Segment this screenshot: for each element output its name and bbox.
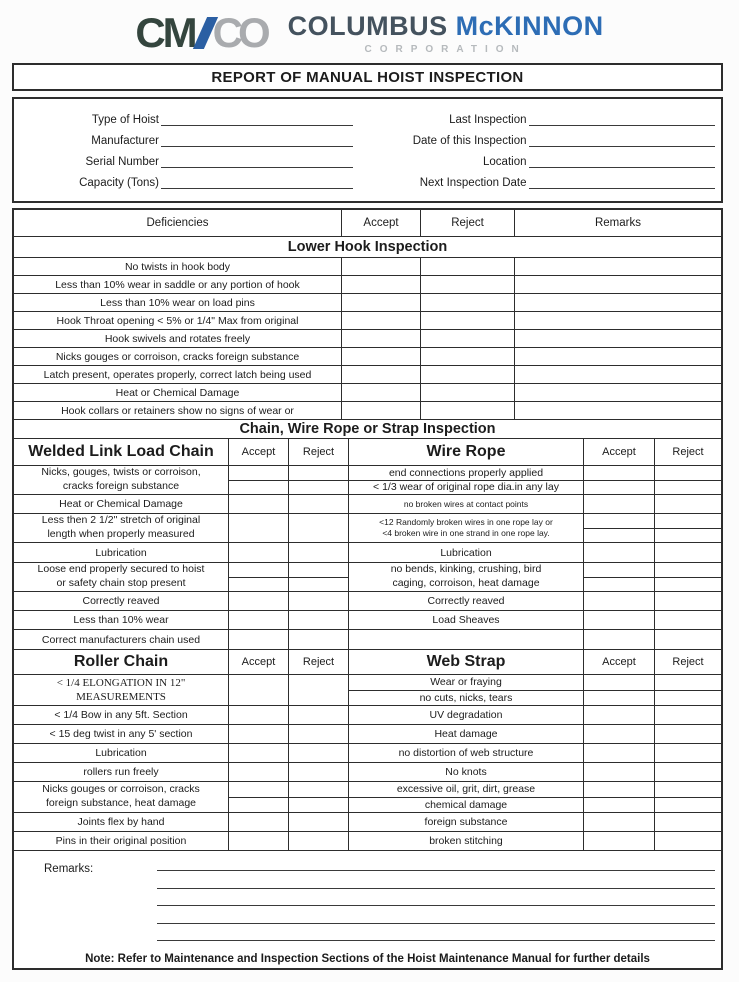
remarks-section: [14, 850, 721, 968]
deficiency-label: Latch present, operates properly, correct latch being used: [43, 368, 312, 381]
remarks-cell[interactable]: [514, 312, 721, 329]
deficiency-label: Nicks gouges or corroison, cracks foreign substance: [55, 350, 300, 363]
reject-column-header: Reject: [288, 650, 348, 674]
accept-cell[interactable]: [584, 782, 654, 797]
reject-cell-pair: [288, 563, 348, 591]
accept-cell[interactable]: [229, 480, 288, 495]
accept-cell[interactable]: [584, 690, 654, 706]
accept-column-header: Accept: [341, 210, 420, 236]
deficiency-label: no distortion of web structure: [348, 744, 583, 762]
accept-column-header: Accept: [228, 439, 288, 465]
field-type-of-hoist: [14, 108, 365, 126]
reject-cell-pair: [654, 675, 721, 705]
deficiency-label: no cuts, nicks, tears: [349, 690, 583, 706]
accept-cell[interactable]: [229, 782, 288, 797]
field-label: Location: [483, 156, 527, 168]
reject-cell[interactable]: [654, 630, 721, 649]
accept-cell-pair: [228, 782, 288, 812]
accept-cell[interactable]: [583, 706, 654, 724]
reject-cell[interactable]: [288, 744, 348, 762]
accept-cell[interactable]: [341, 312, 420, 329]
reject-cell[interactable]: [288, 495, 348, 513]
deficiency-label: Lubrication: [95, 747, 147, 759]
web-strap-header: Web Strap: [348, 650, 583, 674]
deficiency-label: Hook swivels and rotates freely: [104, 332, 251, 345]
accept-cell[interactable]: [229, 577, 288, 592]
accept-cell[interactable]: [341, 366, 420, 383]
remarks-cell[interactable]: [514, 348, 721, 365]
company-wordmark: [288, 11, 604, 55]
remarks-input-line[interactable]: [157, 904, 715, 906]
reject-cell[interactable]: [420, 330, 514, 347]
table-row: [14, 674, 721, 705]
accept-cell[interactable]: [583, 832, 654, 850]
accept-cell[interactable]: [584, 577, 654, 592]
table-row: [14, 610, 721, 629]
table-row: [14, 629, 721, 649]
field-date-of-inspection: [365, 129, 716, 147]
table-row: [14, 293, 721, 311]
date-of-inspection-input-line[interactable]: [529, 133, 715, 147]
deficiency-label: Loose end properly secured to hoist or safety chain stop present: [37, 563, 205, 589]
remarks-cell[interactable]: [514, 402, 721, 419]
accept-cell[interactable]: [583, 725, 654, 743]
reject-cell[interactable]: [654, 832, 721, 850]
company-name-corporation: CORPORATION: [364, 44, 527, 55]
field-label: Serial Number: [85, 156, 159, 168]
logo-co-letters: CO: [212, 9, 266, 56]
accept-cell[interactable]: [583, 495, 654, 513]
deficiency-label: Pins in their original position: [55, 835, 187, 847]
deficiency-label: Hook collars or retainers show no signs of wear or: [61, 404, 294, 417]
remarks-cell[interactable]: [514, 258, 721, 275]
reject-cell-pair: [654, 514, 721, 542]
table-row: [14, 562, 721, 591]
remarks-cell[interactable]: [514, 294, 721, 311]
accept-cell[interactable]: [228, 706, 288, 724]
reject-cell[interactable]: [288, 706, 348, 724]
accept-cell[interactable]: [228, 543, 288, 562]
logo-cm-letters: CM: [135, 9, 195, 56]
reject-cell[interactable]: [655, 514, 721, 528]
table-row: [14, 329, 721, 347]
reject-cell[interactable]: [420, 402, 514, 419]
roller-chain-header: Roller Chain: [73, 653, 169, 670]
remarks-column-header: Remarks: [514, 210, 721, 236]
accept-cell[interactable]: [228, 832, 288, 850]
accept-cell[interactable]: [228, 514, 288, 542]
remarks-cell[interactable]: [514, 276, 721, 293]
accept-cell[interactable]: [583, 543, 654, 562]
deficiency-label: foreign substance: [348, 813, 583, 831]
hoist-info-right-column: [365, 108, 716, 189]
lower-hook-section-title: Lower Hook Inspection: [14, 236, 721, 257]
table-row: [14, 705, 721, 724]
field-last-inspection: [365, 108, 716, 126]
reject-cell[interactable]: [288, 813, 348, 831]
reject-column-header: Reject: [654, 650, 721, 674]
location-input-line[interactable]: [529, 154, 715, 168]
reject-cell[interactable]: [420, 294, 514, 311]
deficiency-label: <12 Randomly broken wires in one rope lay or <4 broken wire in one strand in one rope lay.: [348, 514, 583, 542]
deficiency-label: No knots: [348, 763, 583, 781]
field-location: [365, 150, 716, 168]
remarks-lines: [157, 863, 715, 941]
field-label: Manufacturer: [91, 135, 159, 147]
remarks-cell[interactable]: [514, 384, 721, 401]
accept-cell-pair: [583, 563, 654, 591]
reject-cell-pair: [654, 782, 721, 812]
reject-cell[interactable]: [289, 782, 348, 797]
accept-cell-pair: [583, 782, 654, 812]
deficiency-label: no broken wires at contact points: [348, 495, 583, 513]
reject-cell[interactable]: [654, 611, 721, 629]
deficiency-label: Less than 10% wear on load pins: [100, 296, 255, 309]
reject-cell[interactable]: [655, 577, 721, 592]
deficiency-label: UV degradation: [348, 706, 583, 724]
table-row: [14, 401, 721, 419]
reject-cell[interactable]: [288, 832, 348, 850]
table-row: [14, 781, 721, 812]
reject-cell[interactable]: [655, 563, 721, 577]
chain-subheader-row: [14, 438, 721, 465]
accept-cell[interactable]: [228, 763, 288, 781]
reject-cell-pair: [288, 782, 348, 812]
cmco-logo-icon: [135, 9, 266, 56]
reject-cell[interactable]: [288, 543, 348, 562]
table-row: [14, 591, 721, 610]
deficiency-label: Correctly reaved: [82, 595, 160, 607]
reject-cell[interactable]: [655, 690, 721, 706]
footer-note: Note: Refer to Maintenance and Inspection Sections of the Hoist Maintenance Manual for further details: [85, 953, 650, 965]
accept-cell[interactable]: [583, 813, 654, 831]
accept-cell[interactable]: [228, 592, 288, 610]
accept-cell[interactable]: [229, 466, 288, 480]
field-label: Capacity (Tons): [79, 177, 159, 189]
field-manufacturer: [14, 129, 365, 147]
table-row: [14, 513, 721, 542]
accept-cell[interactable]: [341, 276, 420, 293]
company-name-columbus: COLUMBUS: [287, 11, 448, 41]
reject-cell[interactable]: [420, 348, 514, 365]
deficiency-label: Less than 10% wear in saddle or any portion of hook: [55, 278, 300, 291]
reject-cell[interactable]: [655, 466, 721, 480]
serial-number-input-line[interactable]: [161, 154, 353, 168]
accept-cell-pair: [228, 466, 288, 494]
hoist-info-left-column: [14, 108, 365, 189]
table-row: [14, 494, 721, 513]
field-next-inspection-date: [365, 171, 716, 189]
deficiency-label: Wear or fraying: [430, 676, 502, 689]
accept-cell[interactable]: [584, 514, 654, 528]
deficiency-label: Nicks gouges or corroison, cracks foreign substance, heat damage: [42, 783, 200, 809]
deficiency-label: < 1/4 ELONGATION IN 12" MEASUREMENTS: [56, 676, 186, 703]
reject-column-header: Reject: [654, 439, 721, 465]
accept-cell[interactable]: [584, 480, 654, 495]
report-title-box: [12, 63, 723, 91]
reject-cell[interactable]: [288, 592, 348, 610]
deficiency-label: Joints flex by hand: [77, 816, 165, 828]
reject-cell[interactable]: [655, 782, 721, 797]
table-row: [14, 365, 721, 383]
web-strap-item-pair: [348, 782, 583, 812]
wire-rope-item-pair: [348, 466, 583, 494]
reject-column-header: Reject: [420, 210, 514, 236]
table-row: [14, 347, 721, 365]
accept-cell[interactable]: [228, 744, 288, 762]
web-strap-item-pair: [348, 675, 583, 705]
accept-cell[interactable]: [584, 797, 654, 813]
accept-cell[interactable]: [583, 763, 654, 781]
deficiency-label: broken stitching: [348, 832, 583, 850]
reject-cell-pair: [654, 563, 721, 591]
remarks-input-line[interactable]: [157, 922, 715, 924]
reject-cell[interactable]: [288, 611, 348, 629]
deficiency-label: Correctly reaved: [348, 592, 583, 610]
reject-cell[interactable]: [654, 543, 721, 562]
field-capacity-tons: [14, 171, 365, 189]
reject-cell[interactable]: [288, 514, 348, 542]
wire-rope-header: Wire Rope: [348, 439, 583, 465]
table-row: [14, 724, 721, 743]
table-row: [14, 257, 721, 275]
reject-cell[interactable]: [654, 495, 721, 513]
accept-cell[interactable]: [584, 466, 654, 480]
reject-cell[interactable]: [289, 797, 348, 813]
deficiency-label: rollers run freely: [83, 766, 159, 778]
deficiency-label: Heat damage: [348, 725, 583, 743]
accept-cell-pair: [583, 675, 654, 705]
accept-cell[interactable]: [229, 797, 288, 813]
reject-cell[interactable]: [288, 763, 348, 781]
deficiencies-column-header: Deficiencies: [146, 217, 209, 229]
accept-cell[interactable]: [583, 592, 654, 610]
reject-cell-pair: [654, 466, 721, 494]
reject-cell[interactable]: [655, 675, 721, 690]
deficiency-label: Load Sheaves: [348, 611, 583, 629]
deficiency-label: no bends, kinking, crushing, bird caging, corroison, heat damage: [348, 563, 583, 591]
accept-cell[interactable]: [228, 611, 288, 629]
page-title: REPORT OF MANUAL HOIST INSPECTION: [211, 68, 524, 86]
deficiency-label: Nicks, gouges, twists or corroison, cracks foreign substance: [41, 466, 201, 492]
field-label: Date of this Inspection: [412, 135, 527, 147]
inspection-table: [12, 208, 723, 970]
deficiency-label: Heat or Chemical Damage: [115, 386, 240, 399]
table-row: [14, 465, 721, 494]
deficiency-label: Lubrication: [95, 546, 147, 559]
accept-cell[interactable]: [341, 384, 420, 401]
accept-cell[interactable]: [341, 294, 420, 311]
reject-cell[interactable]: [420, 258, 514, 275]
remarks-input-line[interactable]: [157, 887, 715, 889]
reject-cell[interactable]: [654, 813, 721, 831]
company-header: [0, 0, 739, 60]
deficiency-label: [348, 630, 583, 649]
capacity-input-line[interactable]: [161, 175, 353, 189]
reject-cell[interactable]: [654, 592, 721, 610]
deficiency-label: < 1/3 wear of original rope dia.in any lay: [349, 480, 583, 495]
reject-cell[interactable]: [654, 744, 721, 762]
reject-cell[interactable]: [288, 725, 348, 743]
reject-cell[interactable]: [420, 384, 514, 401]
accept-cell[interactable]: [583, 630, 654, 649]
reject-cell[interactable]: [420, 366, 514, 383]
accept-cell[interactable]: [584, 675, 654, 690]
accept-cell[interactable]: [583, 611, 654, 629]
deficiency-label: < 15 deg twist in any 5' section: [49, 728, 193, 740]
reject-cell[interactable]: [289, 466, 348, 480]
reject-cell[interactable]: [289, 480, 348, 495]
table-row: [14, 762, 721, 781]
field-serial-number: [14, 150, 365, 168]
accept-column-header: Accept: [583, 439, 654, 465]
accept-cell-pair: [583, 466, 654, 494]
accept-cell[interactable]: [228, 675, 288, 705]
deficiency-label: Heat or Chemical Damage: [59, 498, 183, 510]
table-row: [14, 275, 721, 293]
accept-cell[interactable]: [341, 258, 420, 275]
table-row: [14, 311, 721, 329]
reject-cell-pair: [288, 466, 348, 494]
reject-cell[interactable]: [289, 577, 348, 592]
reject-cell[interactable]: [655, 797, 721, 813]
reject-cell[interactable]: [289, 563, 348, 577]
accept-cell[interactable]: [341, 402, 420, 419]
reject-cell[interactable]: [288, 630, 348, 649]
accept-cell[interactable]: [584, 528, 654, 543]
table-row: [14, 831, 721, 850]
field-label: Next Inspection Date: [419, 177, 527, 189]
accept-cell[interactable]: [228, 495, 288, 513]
accept-cell[interactable]: [228, 725, 288, 743]
table-row: [14, 812, 721, 831]
accept-cell[interactable]: [229, 563, 288, 577]
column-header-row: [14, 210, 721, 236]
reject-cell[interactable]: [420, 276, 514, 293]
remarks-cell[interactable]: [514, 330, 721, 347]
deficiency-label: Lubrication: [348, 543, 583, 562]
deficiency-label: chemical damage: [349, 797, 583, 813]
accept-cell-pair: [583, 514, 654, 542]
next-inspection-date-input-line[interactable]: [529, 175, 715, 189]
table-row: [14, 383, 721, 401]
remarks-cell[interactable]: [514, 366, 721, 383]
hoist-info-box: [12, 97, 723, 203]
accept-cell[interactable]: [341, 348, 420, 365]
reject-cell[interactable]: [655, 480, 721, 495]
reject-cell[interactable]: [654, 725, 721, 743]
deficiency-label: Hook Throat opening < 5% or 1/4" Max from original: [56, 314, 299, 327]
manufacturer-input-line[interactable]: [161, 133, 353, 147]
accept-column-header: Accept: [583, 650, 654, 674]
accept-cell[interactable]: [584, 563, 654, 577]
table-row: [14, 743, 721, 762]
reject-cell[interactable]: [654, 763, 721, 781]
reject-column-header: Reject: [288, 439, 348, 465]
accept-column-header: Accept: [228, 650, 288, 674]
remarks-input-line[interactable]: [157, 869, 715, 871]
deficiency-label: < 1/4 Bow in any 5ft. Section: [54, 709, 188, 721]
roller-subheader-row: [14, 649, 721, 674]
reject-cell[interactable]: [654, 706, 721, 724]
reject-cell[interactable]: [288, 675, 348, 705]
deficiency-label: end connections properly applied: [388, 466, 544, 479]
field-label: Type of Hoist: [91, 114, 159, 126]
remarks-input-line[interactable]: [157, 939, 715, 941]
remarks-label: Remarks:: [44, 863, 94, 875]
reject-cell[interactable]: [655, 528, 721, 543]
company-name-mckinnon: McKINNON: [455, 11, 604, 41]
accept-cell[interactable]: [228, 630, 288, 649]
table-row: [14, 542, 721, 562]
deficiency-label: excessive oil, grit, dirt, grease: [396, 783, 536, 796]
deficiency-label: No twists in hook body: [124, 260, 231, 273]
chain-section-title: Chain, Wire Rope or Strap Inspection: [14, 419, 721, 438]
accept-cell[interactable]: [583, 744, 654, 762]
deficiency-label: Less than 10% wear: [73, 614, 169, 626]
accept-cell-pair: [228, 563, 288, 591]
deficiency-label: Less then 2 1/2" stretch of original length when properly measured: [41, 514, 201, 540]
accept-cell[interactable]: [341, 330, 420, 347]
accept-cell[interactable]: [228, 813, 288, 831]
field-label: Last Inspection: [449, 114, 527, 126]
last-inspection-input-line[interactable]: [529, 112, 715, 126]
deficiency-label: Correct manufacturers chain used: [41, 633, 201, 646]
reject-cell[interactable]: [420, 312, 514, 329]
type-of-hoist-input-line[interactable]: [161, 112, 353, 126]
welded-link-load-chain-header: Welded Link Load Chain: [28, 443, 214, 460]
